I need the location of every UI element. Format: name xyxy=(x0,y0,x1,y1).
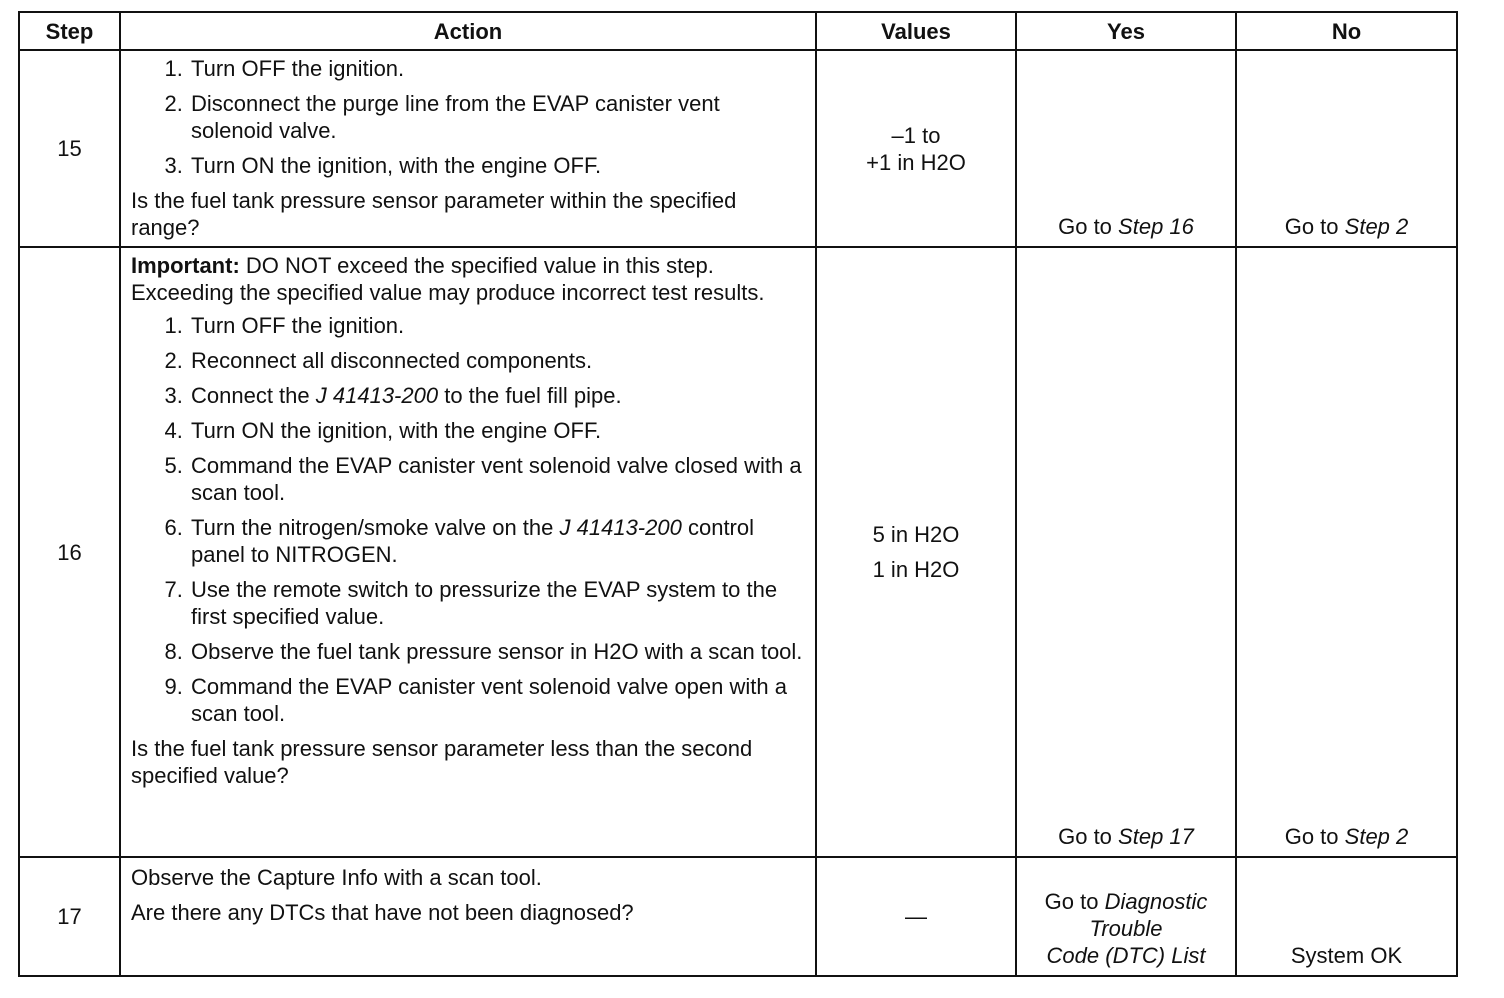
yes-prefix: Go to xyxy=(1058,214,1112,239)
yes-cell xyxy=(1016,50,1236,247)
no-cell xyxy=(1236,247,1457,857)
step-number: 15 xyxy=(19,50,120,247)
no-cell xyxy=(1236,50,1457,247)
action-text: Connect the xyxy=(191,383,310,408)
action-item: 1. Turn OFF the ignition. xyxy=(189,55,807,82)
question-text: Is the fuel tank pressure sensor parameter within the specified range? xyxy=(131,188,737,240)
no-prefix: Go to xyxy=(1284,214,1339,239)
value-line: — xyxy=(905,904,927,929)
value-line: 1 in H2O xyxy=(872,557,960,582)
tool-reference: J 41413-200 xyxy=(559,515,682,540)
yes-step-link[interactable]: Step 16 xyxy=(1118,214,1194,239)
action-text: to the fuel fill pipe. xyxy=(444,383,622,408)
header-yes: Yes xyxy=(1016,12,1236,50)
link-line: Diagnostic xyxy=(1104,889,1208,914)
values-cell xyxy=(816,857,1016,976)
table-row-step-15 xyxy=(19,50,1457,247)
action-cell xyxy=(120,50,816,247)
yes-prefix: Go to xyxy=(1044,889,1099,914)
no-prefix: Go to xyxy=(1284,824,1339,849)
action-item: 7. Use the remote switch to pressurize the EVAP system to the first specified value. xyxy=(189,576,807,630)
header-no: No xyxy=(1236,12,1457,50)
value-line: –1 to xyxy=(891,122,941,148)
action-list xyxy=(131,55,807,179)
action-item: 4. Turn ON the ignition, with the engine OFF. xyxy=(189,417,807,444)
action-list xyxy=(131,312,807,727)
yes-cell xyxy=(1016,247,1236,857)
no-step-link[interactable]: Step 2 xyxy=(1344,214,1409,239)
important-text: DO NOT exceed the specified value in this step. Exceeding the specified value may produce incorrect test results. xyxy=(131,253,765,305)
action-item: 1. Turn OFF the ignition. xyxy=(189,312,807,339)
question-text: Are there any DTCs that have not been diagnosed? xyxy=(131,900,634,925)
action-text: control panel to NITROGEN. xyxy=(191,515,755,567)
values-cell xyxy=(816,247,1016,857)
no-result-text: System OK xyxy=(1290,943,1403,968)
header-values: Values xyxy=(816,12,1016,50)
yes-step-link[interactable]: Step 17 xyxy=(1118,824,1194,849)
value-line: +1 in H2O xyxy=(866,149,966,175)
action-text: Turn the nitrogen/smoke valve on the xyxy=(191,515,554,540)
yes-prefix: Go to xyxy=(1058,824,1112,849)
header-action: Action xyxy=(120,12,816,50)
action-item: 2. Disconnect the purge line from the EVAP canister vent solenoid valve. xyxy=(189,90,807,144)
observe-text: Observe the Capture Info with a scan tool. xyxy=(131,865,542,890)
action-item: 8. Observe the fuel tank pressure sensor in H2O with a scan tool. xyxy=(189,638,807,665)
value-line: 5 in H2O xyxy=(872,522,960,547)
action-item: 2. Reconnect all disconnected components. xyxy=(189,347,807,374)
step-number: 16 xyxy=(19,247,120,857)
action-item xyxy=(189,382,807,409)
yes-cell xyxy=(1016,857,1236,976)
important-label: Important: xyxy=(131,253,240,278)
values-cell xyxy=(816,50,1016,247)
action-item: 5. Command the EVAP canister vent solenoid valve closed with a scan tool. xyxy=(189,452,807,506)
link-line: Code (DTC) List xyxy=(1046,943,1206,968)
step-number: 17 xyxy=(19,857,120,976)
no-cell xyxy=(1236,857,1457,976)
diagnostic-table xyxy=(18,11,1458,977)
action-cell xyxy=(120,247,816,857)
action-cell xyxy=(120,857,816,976)
question-text: Is the fuel tank pressure sensor parameter less than the second specified value? xyxy=(131,736,753,788)
table-row-step-16 xyxy=(19,247,1457,857)
important-note xyxy=(131,252,807,306)
tool-reference: J 41413-200 xyxy=(315,383,439,408)
link-line: Trouble xyxy=(1089,916,1163,941)
header-row xyxy=(19,12,1457,50)
header-step: Step xyxy=(19,12,120,50)
table-row-step-17 xyxy=(19,857,1457,976)
no-step-link[interactable]: Step 2 xyxy=(1344,824,1409,849)
action-item: 3. Turn ON the ignition, with the engine OFF. xyxy=(189,152,807,179)
action-item: 9. Command the EVAP canister vent solenoid valve open with a scan tool. xyxy=(189,673,807,727)
action-item xyxy=(189,514,807,568)
